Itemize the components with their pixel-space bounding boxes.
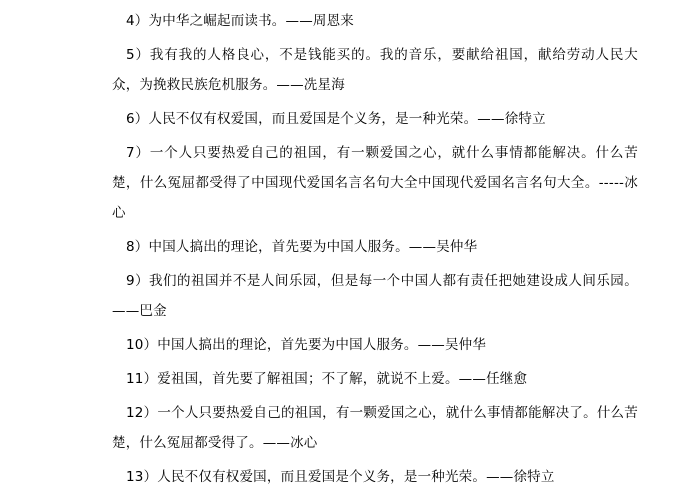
paragraph-item-12 — [112, 398, 638, 458]
paragraph-item-6 — [112, 104, 638, 134]
paragraph-item-9 — [112, 266, 638, 326]
paragraph-item-10 — [112, 330, 638, 360]
paragraph-text: 8）中国人搞出的理论，首先要为中国人服务。——吴仲华 — [126, 239, 478, 255]
paragraph-text: 4）为中华之崛起而读书。——周恩来 — [126, 13, 354, 29]
paragraph-text: 9）我们的祖国并不是人间乐园，但是每一个中国人都有责任把她建设成人间乐园。——巴金 — [112, 273, 638, 319]
paragraph-text: 5）我有我的人格良心，不是钱能买的。我的音乐，要献给祖国，献给劳动人民大众，为挽救民族危机服务。——冼星海 — [112, 47, 638, 93]
paragraph-item-13 — [112, 462, 638, 492]
paragraph-text: 12）一个人只要热爱自己的祖国，有一颗爱国之心，就什么事情都能解决了。什么苦楚，什么冤屈都受得了。——冰心 — [112, 405, 638, 451]
paragraph-item-5 — [112, 40, 638, 100]
paragraph-item-8 — [112, 232, 638, 262]
paragraph-item-4 — [112, 6, 638, 36]
paragraph-text: 11）爱祖国，首先要了解祖国；不了解，就说不上爱。——任继愈 — [126, 371, 528, 387]
paragraph-text: 13）人民不仅有权爱国，而且爱国是个义务，是一种光荣。——徐特立 — [126, 469, 555, 485]
paragraph-text: 7）一个人只要热爱自己的祖国，有一颗爱国之心，就什么事情都能解决。什么苦楚，什么冤屈都受得了中国现代爱国名言名句大全中国现代爱国名言名句大全。-----冰心 — [112, 145, 638, 221]
paragraph-item-7 — [112, 138, 638, 228]
paragraph-text: 10）中国人搞出的理论，首先要为中国人服务。——吴仲华 — [126, 337, 487, 353]
paragraph-text: 6）人民不仅有权爱国，而且爱国是个义务，是一种光荣。——徐特立 — [126, 111, 546, 127]
paragraph-item-11 — [112, 364, 638, 394]
